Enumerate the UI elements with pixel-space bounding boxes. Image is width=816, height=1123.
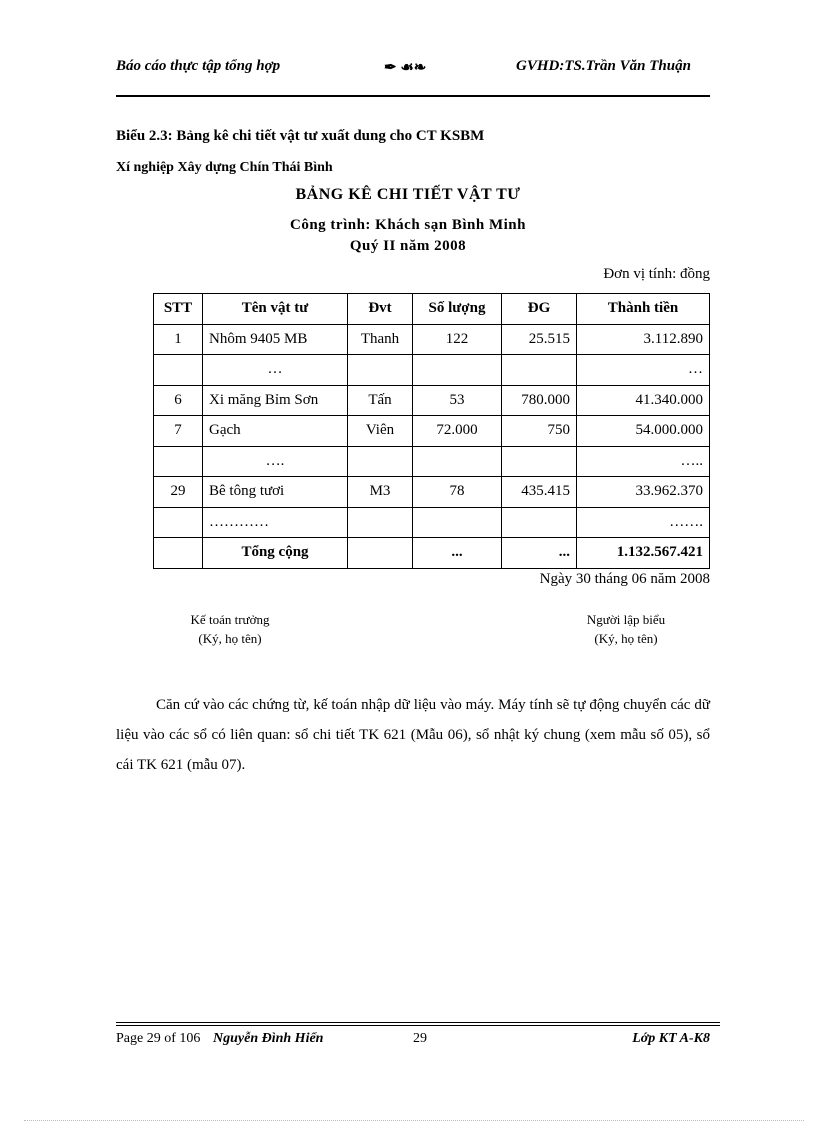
cell-price <box>502 507 577 538</box>
header-ornament-icon: ✒ ☙❧ <box>384 60 427 76</box>
cell-qty <box>413 446 502 477</box>
signature-left-title: Kế toán trưởng <box>190 612 270 627</box>
table-header-row <box>154 294 710 325</box>
cell-name: Gạch <box>203 416 348 447</box>
cell-name: Xi măng Bỉm Sơn <box>203 385 348 416</box>
table-row <box>154 446 710 477</box>
cell-unit: M3 <box>348 477 413 508</box>
cell-stt <box>154 507 203 538</box>
col-header-price: ĐG <box>502 294 577 325</box>
period: Quý II năm 2008 <box>349 238 467 254</box>
page-bottom-dotted-line <box>24 1120 804 1121</box>
signature-right-title: Người lập biểu <box>586 612 666 627</box>
signature-right-note: (Ký, họ tên) <box>594 631 658 646</box>
cell-price: 780.000 <box>502 385 577 416</box>
cell-unit <box>348 538 413 569</box>
table-row <box>154 355 710 386</box>
cell-qty <box>413 355 502 386</box>
col-header-qty: Số lượng <box>413 294 502 325</box>
cell-price: 25.515 <box>502 324 577 355</box>
cell-stt: 6 <box>154 385 203 416</box>
date-line: Ngày 30 tháng 06 năm 2008 <box>539 571 710 587</box>
cell-qty: 122 <box>413 324 502 355</box>
table-row <box>154 385 710 416</box>
footer-page-info: Page 29 of 106 <box>116 1031 201 1046</box>
materials-table <box>153 293 710 569</box>
footer-page-number: 29 <box>413 1031 427 1046</box>
cell-stt: 7 <box>154 416 203 447</box>
cell-unit: Thanh <box>348 324 413 355</box>
total-qty: ... <box>413 538 502 569</box>
cell-stt <box>154 538 203 569</box>
signature-left-note: (Ký, họ tên) <box>198 631 262 646</box>
cell-unit <box>348 507 413 538</box>
cell-stt: 1 <box>154 324 203 355</box>
document-title: BẢNG KÊ CHI TIẾT VẬT TƯ <box>295 186 521 203</box>
col-header-unit: Đvt <box>348 294 413 325</box>
table-row <box>154 324 710 355</box>
cell-total: … <box>577 355 710 386</box>
cell-name: … <box>203 355 348 386</box>
total-price: ... <box>502 538 577 569</box>
cell-name: …. <box>203 446 348 477</box>
project-name: Công trình: Khách sạn Bình Minh <box>290 217 526 233</box>
total-amount: 1.132.567.421 <box>577 538 710 569</box>
unit-note: Đơn vị tính: đồng <box>603 266 710 282</box>
cell-total: 41.340.000 <box>577 385 710 416</box>
cell-unit <box>348 355 413 386</box>
total-label: Tổng cộng <box>203 538 348 569</box>
cell-stt <box>154 446 203 477</box>
cell-qty: 78 <box>413 477 502 508</box>
cell-price <box>502 446 577 477</box>
body-paragraph: Căn cứ vào các chứng từ, kế toán nhập dữ liệu vào máy. Máy tính sẽ tự động chuyển các dữ liệu vào các sổ có liên quan: sổ chi tiết TK 621 (Mẫu 06), sổ nhật ký chung (xem mẫu số 05), sổ cái TK 621 (mẫu 07). <box>116 697 710 773</box>
company-name: Xí nghiệp Xây dựng Chín Thái Bình <box>116 160 333 175</box>
cell-total: ……. <box>577 507 710 538</box>
cell-total: ….. <box>577 446 710 477</box>
table-row <box>154 416 710 447</box>
cell-unit: Tấn <box>348 385 413 416</box>
table-caption: Biểu 2.3: Bảng kê chi tiết vật tư xuất dung cho CT KSBM <box>116 128 485 144</box>
cell-name: Nhôm 9405 MB <box>203 324 348 355</box>
cell-stt: 29 <box>154 477 203 508</box>
col-header-total: Thành tiền <box>577 294 710 325</box>
cell-total: 3.112.890 <box>577 324 710 355</box>
cell-unit: Viên <box>348 416 413 447</box>
table-row <box>154 477 710 508</box>
table-row <box>154 507 710 538</box>
cell-price <box>502 355 577 386</box>
footer-class: Lớp KT A-K8 <box>632 1031 710 1046</box>
cell-total: 54.000.000 <box>577 416 710 447</box>
footer-rule <box>116 1022 720 1023</box>
header-report-title: Báo cáo thực tập tổng hợp <box>116 58 281 74</box>
col-header-name: Tên vật tư <box>203 294 348 325</box>
table-total-row <box>154 538 710 569</box>
footer-rule-secondary <box>116 1025 720 1026</box>
col-header-stt: STT <box>154 294 203 325</box>
cell-name: Bê tông tươi <box>203 477 348 508</box>
cell-stt <box>154 355 203 386</box>
cell-qty: 72.000 <box>413 416 502 447</box>
cell-qty <box>413 507 502 538</box>
cell-qty: 53 <box>413 385 502 416</box>
cell-price: 750 <box>502 416 577 447</box>
footer-author: Nguyễn Đình Hiển <box>213 1031 324 1046</box>
cell-unit <box>348 446 413 477</box>
header-advisor: GVHD:TS.Trần Văn Thuận <box>516 58 691 74</box>
cell-price: 435.415 <box>502 477 577 508</box>
header-rule <box>116 95 710 97</box>
cell-name: ………… <box>203 507 348 538</box>
cell-total: 33.962.370 <box>577 477 710 508</box>
